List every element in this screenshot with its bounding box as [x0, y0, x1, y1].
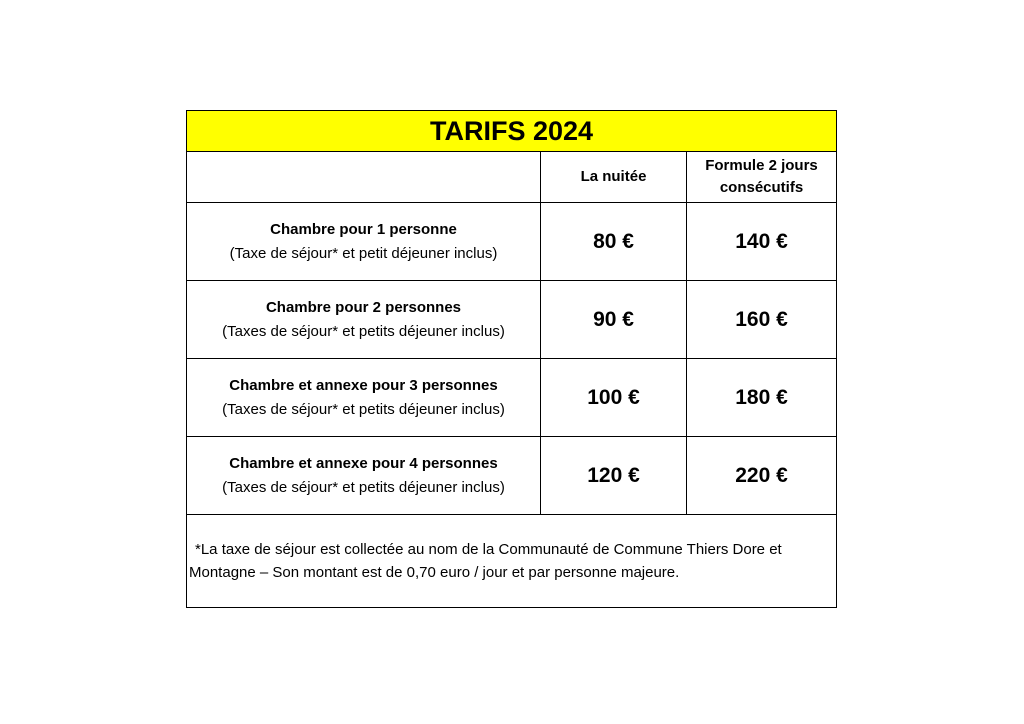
room-note: (Taxes de séjour* et petits déjeuner inclus) — [222, 478, 505, 496]
room-name: Chambre pour 2 personnes — [265, 298, 462, 316]
footnote-cell — [187, 515, 837, 608]
footnote: *La taxe de séjour est collectée au nom de la Communauté de Commune Thiers Dore et Montagne – Son montant est de 0,70 euro / jour et par personne majeure. — [189, 541, 782, 581]
room-cell — [187, 359, 541, 437]
price-night: 100 € — [541, 359, 687, 437]
room-note: (Taxe de séjour* et petit déjeuner inclus) — [229, 244, 498, 262]
header-empty-cell — [187, 152, 541, 203]
price-night: 80 € — [541, 203, 687, 281]
room-cell — [187, 281, 541, 359]
price-night: 90 € — [541, 281, 687, 359]
room-note: (Taxes de séjour* et petits déjeuner inclus) — [222, 400, 505, 418]
room-name: Chambre et annexe pour 4 personnes — [229, 454, 498, 472]
table-row — [187, 281, 837, 359]
header-two-days: Formule 2 jours consécutifs — [687, 152, 837, 203]
table-row — [187, 359, 837, 437]
room-cell — [187, 437, 541, 515]
tariffs-table — [186, 110, 837, 608]
header-night: La nuitée — [541, 152, 687, 203]
table-row — [187, 203, 837, 281]
room-cell — [187, 203, 541, 281]
table-row — [187, 437, 837, 515]
price-two-days: 160 € — [687, 281, 837, 359]
room-note: (Taxes de séjour* et petits déjeuner inclus) — [222, 322, 505, 340]
room-name: Chambre pour 1 personne — [270, 220, 457, 238]
price-two-days: 220 € — [687, 437, 837, 515]
price-two-days: 180 € — [687, 359, 837, 437]
room-name: Chambre et annexe pour 3 personnes — [229, 376, 498, 394]
price-two-days: 140 € — [687, 203, 837, 281]
price-night: 120 € — [541, 437, 687, 515]
table-title: TARIFS 2024 — [187, 111, 837, 152]
